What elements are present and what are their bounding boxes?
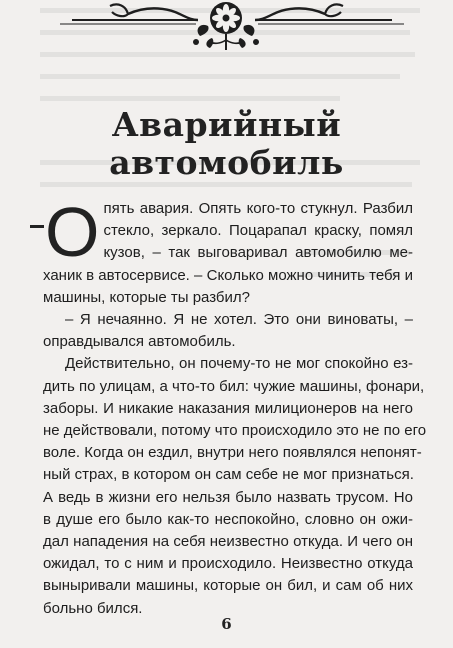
text-line: оправдывался автомобиль.: [43, 333, 236, 351]
chapter-title-line-1: Аварийный: [111, 105, 342, 144]
paragraph-3: [43, 353, 427, 619]
paragraph-2: [43, 309, 413, 353]
floral-ornament-icon: [0, 0, 453, 52]
page-number: 6: [221, 615, 232, 633]
text-line: кузов, – так выговаривал автомобилю ме-: [103, 244, 413, 262]
text-line: больно бился.: [43, 599, 143, 617]
text-line: ожидал, то с ним и происходило. Неизвестно откуда: [43, 555, 413, 573]
dialogue-dash: [30, 225, 44, 228]
text-line: выныривали машины, которые он бил, и сам об них: [43, 577, 413, 595]
text-line: Действительно, он почему-то не мог спокойно ез-: [65, 355, 413, 373]
paragraph-1: [43, 193, 413, 309]
text-line: воле. Когда он ездил, внутри него появлялся непонят-: [43, 444, 422, 462]
text-line: дал нападения на себя неизвестно откуда. И чего он: [43, 533, 413, 551]
text-line: в душе его было как-то неспокойно, словно он ожи-: [43, 510, 413, 528]
text-line: заборы. И никакие наказания милиционеров на него: [43, 399, 413, 417]
text-line: ный страх, в котором он сам себе не мог признаться.: [43, 466, 414, 484]
text-line: стекло, зеркало. Поцарапал краску, помял: [103, 222, 413, 240]
chapter-title-line-2: автомобиль: [109, 143, 344, 182]
drop-cap: О: [45, 193, 100, 271]
text-line: машины, которые ты разбил?: [43, 288, 250, 306]
text-line: ханик в автосервисе. – Сколько можно чинить тебя и: [43, 266, 413, 284]
story-body: [43, 193, 427, 620]
text-line: – Я нечаянно. Я не хотел. Это они виноваты, –: [65, 311, 413, 329]
text-line: А ведь в жизни его нельзя было назвать трусом. Но: [43, 488, 413, 506]
text-line: дить по улицам, а что-то бил: чужие машины, фонари,: [43, 377, 425, 395]
chapter-title: [0, 106, 453, 182]
text-line: пять авария. Опять кого-то стукнул. Разбил: [103, 200, 413, 217]
text-line: не действовали, потому что происходило это не по его: [43, 422, 427, 440]
